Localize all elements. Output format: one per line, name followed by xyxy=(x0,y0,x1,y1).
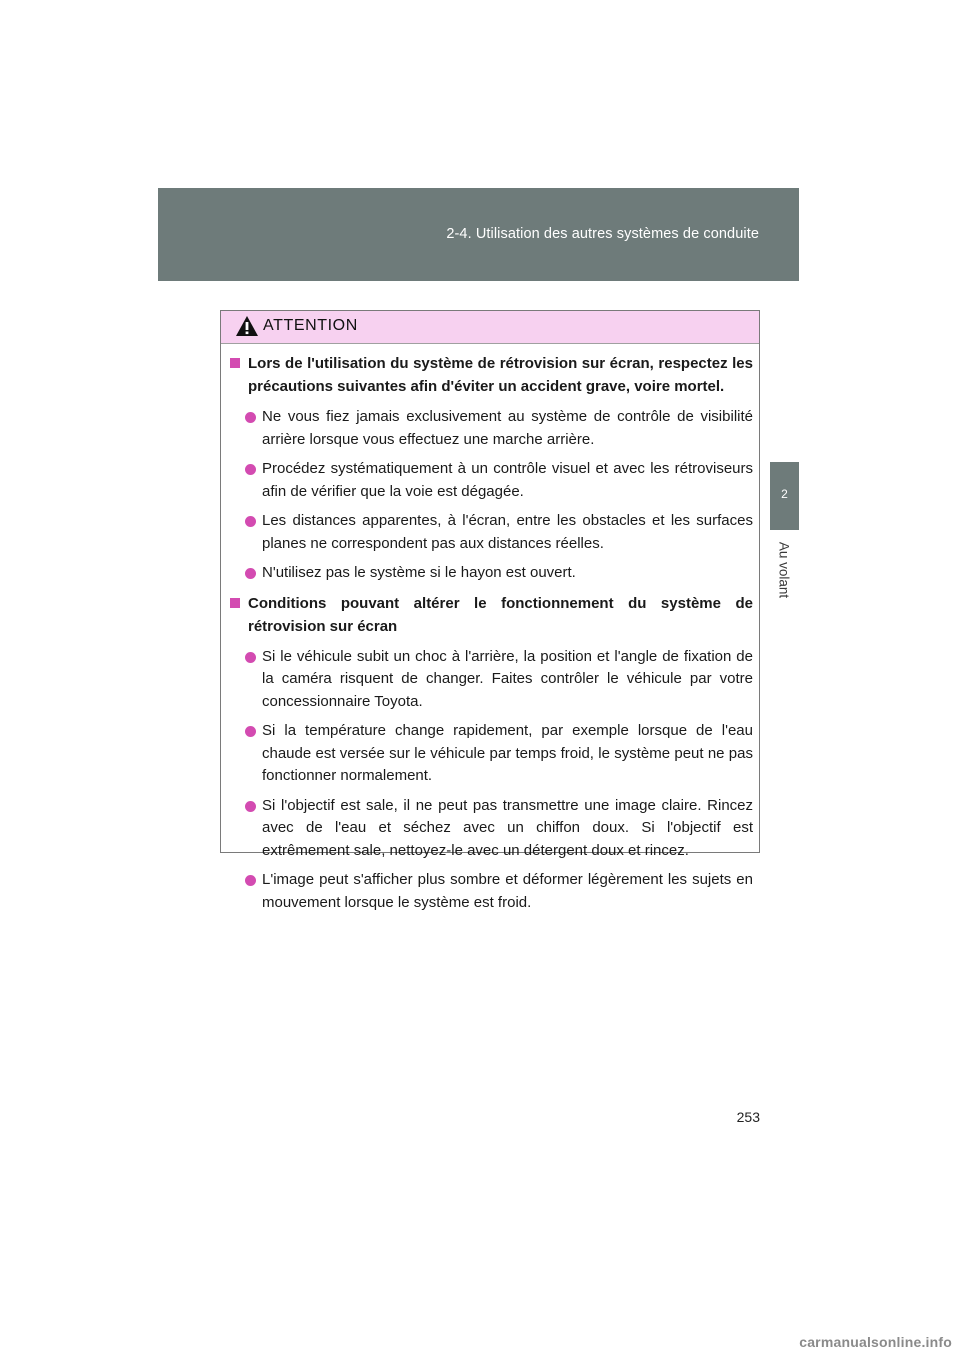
list-item-text: Si l'objectif est sale, il ne peut pas transmettre une image claire. Rincez avec de l'eau et séchez avec un chiffon doux. Si l'objectif est extrêmement sale, nettoyez-le avec un détergent doux et rincez. xyxy=(262,796,753,859)
list-item xyxy=(230,406,753,451)
chapter-number: 2 xyxy=(781,487,788,501)
round-bullet-icon xyxy=(245,801,256,812)
list-item xyxy=(230,562,753,585)
warning-triangle-icon xyxy=(235,315,259,342)
list-item-text: Les distances apparentes, à l'écran, entre les obstacles et les surfaces planes ne correspondent pas aux distances réelles. xyxy=(262,512,753,552)
chapter-header-bar xyxy=(158,188,799,281)
chapter-tab xyxy=(770,462,799,530)
list-item xyxy=(230,869,753,914)
section-heading-text: Conditions pouvant altérer le fonctionnement du système de rétrovision sur écran xyxy=(248,594,753,635)
chapter-label: Au volant xyxy=(776,541,792,599)
list-item xyxy=(230,510,753,555)
warning-header xyxy=(221,311,759,344)
list-item xyxy=(230,458,753,503)
round-bullet-icon xyxy=(245,412,256,423)
list-item-text: Si le véhicule subit un choc à l'arrière, la position et l'angle de fixation de la caméra risquent de changer. Faites contrôler le véhicule par votre concessionnaire Toyota. xyxy=(262,647,753,710)
list-item-text: Procédez systématiquement à un contrôle visuel et avec les rétroviseurs afin de vérifier que la voie est dégagée. xyxy=(262,460,753,500)
round-bullet-icon xyxy=(245,568,256,579)
list-item xyxy=(230,795,753,863)
square-bullet-icon xyxy=(230,598,240,608)
section-heading xyxy=(230,352,753,398)
list-item-text: Ne vous fiez jamais exclusivement au système de contrôle de visibilité arrière lorsque vous effectuez une marche arrière. xyxy=(262,408,753,448)
list-item xyxy=(230,720,753,788)
page-number: 253 xyxy=(736,1109,760,1125)
list-item-text: N'utilisez pas le système si le hayon est ouvert. xyxy=(262,564,576,581)
round-bullet-icon xyxy=(245,464,256,475)
section-heading xyxy=(230,592,753,638)
round-bullet-icon xyxy=(245,652,256,663)
list-item-text: L'image peut s'afficher plus sombre et déformer légèrement les sujets en mouvement lorsque le système est froid. xyxy=(262,871,753,911)
round-bullet-icon xyxy=(245,726,256,737)
list-item-text: Si la température change rapidement, par exemple lorsque de l'eau chaude est versée sur le véhicule par temps froid, le système peut ne pas fonctionner normalement. xyxy=(262,722,753,784)
warning-box xyxy=(220,310,760,911)
round-bullet-icon xyxy=(245,875,256,886)
square-bullet-icon xyxy=(230,358,240,368)
round-bullet-icon xyxy=(245,516,256,527)
warning-body xyxy=(221,344,759,914)
warning-title: ATTENTION xyxy=(263,317,358,334)
section-title: 2-4. Utilisation des autres systèmes de conduite xyxy=(446,226,759,242)
list-item xyxy=(230,646,753,714)
watermark: carmanualsonline.info xyxy=(799,1334,952,1350)
section-heading-text: Lors de l'utilisation du système de rétrovision sur écran, respectez les précautions suivantes afin d'éviter un accident grave, voire mortel. xyxy=(248,355,753,395)
